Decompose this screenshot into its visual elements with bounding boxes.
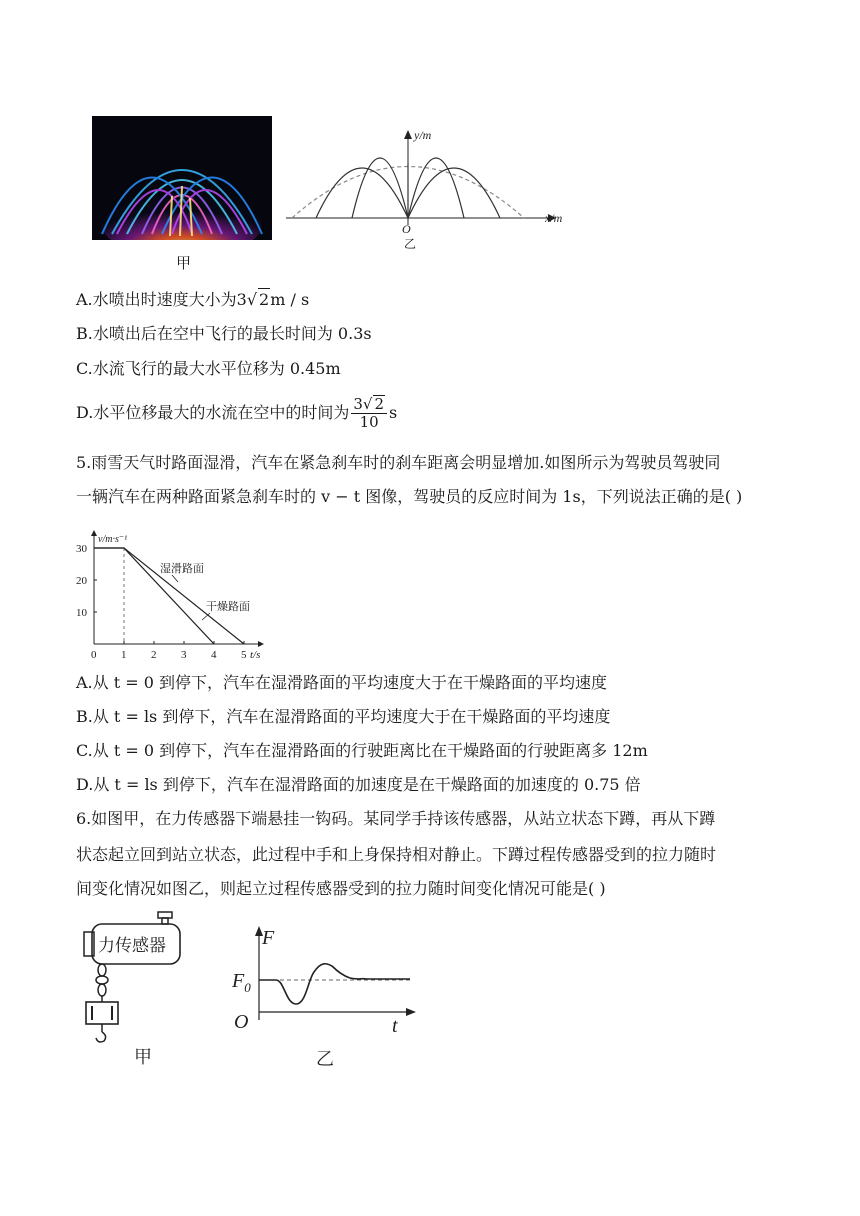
q4-option-d-num-coef: 3 — [353, 395, 363, 413]
trajectory-graph — [286, 125, 576, 250]
q4-option-a-coef: 3 — [236, 290, 247, 309]
y-axis-arrow — [91, 530, 97, 536]
q4-option-d — [76, 395, 397, 431]
q4-option-a — [76, 288, 309, 311]
origin-label: O — [234, 1011, 249, 1033]
q5-stem-line2: 一辆汽车在两种路面紧急刹车时的 v − t 图像，驾驶员的反应时间为 1s，下列说法正确的是( ) — [76, 487, 743, 506]
x-tick-label: 2 — [151, 649, 157, 661]
q5-option-c: C.从 t = 0 到停下，汽车在湿滑路面的行驶距离比在干燥路面的行驶距离多 12m — [76, 741, 648, 760]
q4-option-d-unit: s — [389, 403, 398, 422]
q5-option-d: D.从 t = ls 到停下，汽车在湿滑路面的加速度是在干燥路面的加速度的 0.75 倍 — [76, 775, 641, 794]
origin-label: O — [402, 222, 411, 236]
f-axis-label: F — [262, 927, 275, 949]
q4-option-d-fraction — [351, 395, 387, 431]
q4-option-a-rad: 2 — [259, 290, 270, 309]
q4-option-d-num-rad: 2 — [374, 395, 385, 413]
q4-option-a-unit: m / s — [270, 290, 310, 309]
fountain-photo — [92, 116, 272, 240]
q4-option-a-text: A.水喷出时速度大小为 — [76, 290, 237, 309]
q5-option-b: B.从 t = ls 到停下，汽车在湿滑路面的平均速度大于在干燥路面的平均速度 — [76, 707, 611, 726]
x-axis-arrow — [258, 641, 264, 647]
y-tick-label: 30 — [76, 543, 87, 555]
graph-caption: 乙 — [404, 237, 417, 250]
x-tick-label: 4 — [211, 649, 217, 661]
wet-road-label: 湿滑路面 — [160, 563, 204, 575]
x-tick-label: 0 — [91, 649, 97, 661]
wet-road-pointer — [172, 575, 178, 582]
figure-caption-left: 甲 — [134, 1047, 152, 1067]
q5-stem-line1: 5.雨雪天气时路面湿滑，汽车在紧急刹车时的刹车距离会明显增加.如图所示为驾驶员驾驶同 — [76, 453, 721, 472]
f0-subscript: 0 — [244, 980, 251, 995]
x-tick-label: 3 — [181, 649, 187, 661]
q4-option-d-den: 10 — [359, 413, 379, 431]
dry-road-label: 干燥路面 — [206, 601, 250, 613]
sqrt-symbol: √ — [362, 395, 373, 413]
x-axis-label: t/s — [250, 649, 261, 661]
y-axis-label: y/m — [414, 128, 432, 142]
q5-option-a: A.从 t = 0 到停下，汽车在湿滑路面的平均速度大于在干燥路面的平均速度 — [76, 673, 608, 692]
q6-stem-line2: 状态起立回到站立状态，此过程中手和上身保持相对静止。下蹲过程传感器受到的拉力随时 — [76, 845, 717, 864]
q4-option-d-text: D.水平位移最大的水流在空中的时间为 — [76, 403, 350, 422]
q4-option-b: B.水喷出后在空中飞行的最长时间为 0.3s — [76, 324, 372, 343]
f0-letter: F — [232, 970, 245, 992]
x-tick-label: 1 — [121, 649, 127, 661]
q6-stem-line3: 间变化情况如图乙，则起立过程传感器受到的拉力随时间变化情况可能是( ) — [76, 879, 606, 898]
y-tick-label: 10 — [76, 607, 87, 619]
force-time-graph — [226, 920, 426, 1070]
sensor-label: 力传感器 — [98, 936, 166, 955]
q4-option-c: C.水流飞行的最大水平位移为 0.45m — [76, 359, 341, 378]
vt-chart — [70, 518, 270, 664]
force-sensor-figure — [78, 908, 198, 1068]
y-axis-label: v/m·s⁻¹ — [98, 534, 128, 545]
x-axis-label: x/m — [545, 211, 563, 225]
sqrt-symbol: √ — [246, 290, 258, 309]
q6-stem-line1: 6.如图甲，在力传感器下端悬挂一钩码。某同学手持该传感器，从站立状态下蹲，再从下蹲 — [76, 809, 716, 828]
y-tick-label: 20 — [76, 575, 87, 587]
photo-caption: 甲 — [176, 254, 192, 272]
f0-label — [231, 970, 251, 995]
x-tick-label: 5 — [241, 649, 247, 661]
t-axis-label: t — [392, 1015, 398, 1037]
figure-caption-right: 乙 — [316, 1049, 334, 1069]
